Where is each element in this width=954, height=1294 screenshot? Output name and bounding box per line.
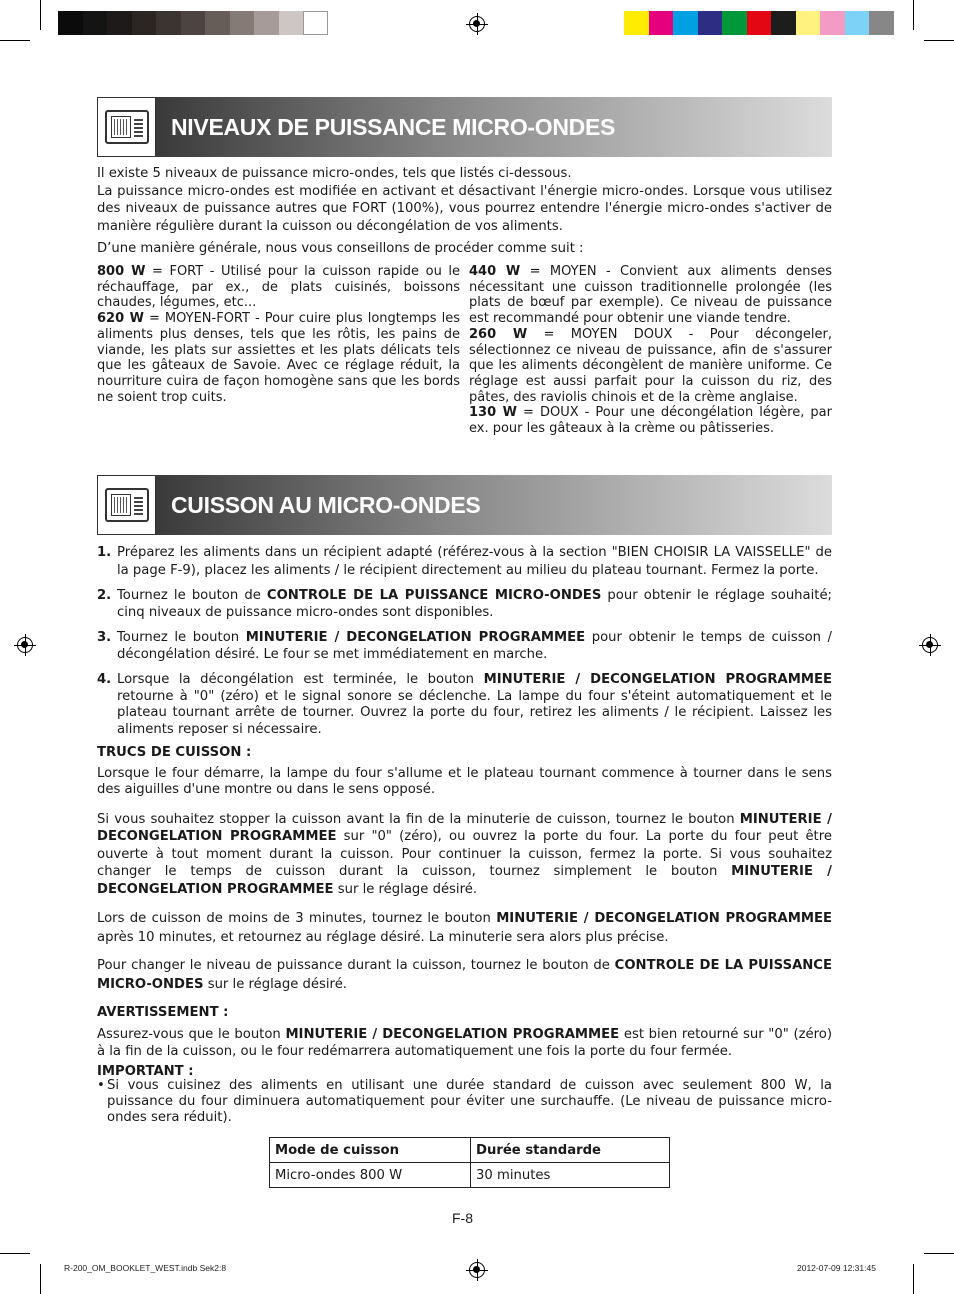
- page-number: F-8: [452, 1210, 473, 1226]
- registration-mark: [469, 1262, 485, 1278]
- registration-mark: [17, 637, 33, 653]
- section-title: CUISSON AU MICRO-ONDES: [171, 491, 481, 518]
- color-swatch: [796, 11, 821, 35]
- grayscale-color-bar: [58, 11, 328, 35]
- color-swatch: [205, 11, 230, 35]
- important-heading: IMPORTANT :: [97, 1063, 194, 1079]
- color-swatch: [820, 11, 845, 35]
- cooking-tips: TRUCS DE CUISSON : Lorsque le four démarre, la lampe du four s'allume et le plateau tournant commence à tourner dans le sens des aiguilles d'une montre ou dans le sens opposé. Si vous souhaitez stopper la cuisson avant la fin de la minuterie de cuisson, tournez le bouton MINUTERIE / DECONGELATION PROGRAMMEE sur "0" (zéro), ou ouvrez la porte du four. La porte du four peut être ouverte à tout moment durant la cuisson. Pour continuer la cuisson, fermez la porte. Si vous souhaitez changer le temps de cuisson durant la cuisson, tournez simplement le bouton MINUTERIE / DECONGELATION PROGRAMMEE sur le réglage désiré. Lors de cuisson de moins de 3 minutes, tournez le bouton MINUTERIE / DECONGELATION PROGRAMMEE après 10 minutes, et retournez au réglage désiré. La minuterie sera alors plus précise. Pour changer le niveau de puissance durant la cuisson, tournez le bouton de CONTROLE DE LA PUISSANCE MICRO-ONDES sur le réglage désiré. AVERTISSEMENT : Assurez-vous que le bouton MINUTERIE / DECONGELATION PROGRAMMEE est bien retourné sur "0" (zéro) à la fin de la cuisson, ou le four redémarrera automatiquement une fois la porte du four fermée. IMPORTANT :: [97, 745, 833, 1079]
- color-swatch: [83, 11, 108, 35]
- crop-mark: [0, 40, 30, 41]
- power-levels-left-column: [97, 264, 460, 405]
- crop-mark: [913, 0, 914, 30]
- color-swatch: [230, 11, 255, 35]
- crop-mark: [40, 1264, 41, 1294]
- color-swatch: [254, 11, 279, 35]
- power-level-item: 800 W = FORT - Utilisé pour la cuisson rapide ou le réchauffage, par ex., de plats cuisinés, boissons chaudes, légumes, etc...: [97, 264, 460, 311]
- cooking-steps: [97, 544, 832, 738]
- color-swatch: [771, 11, 796, 35]
- color-swatch: [279, 11, 304, 35]
- crop-mark: [40, 0, 41, 30]
- power-level-item: 620 W = MOYEN-FORT - Pour cuire plus longtemps les aliments plus denses, tels que les rôtis, les pains de viande, les plats sur assiettes et les plats délicats tels que les gâteaux de Savoie. Avec ce réglage réduit, la nourriture cuira de façon homogène sans que les bords ne soient trop cuits.: [97, 311, 460, 405]
- color-swatch: [156, 11, 181, 35]
- footer-timestamp: 2012-07-09 12:31:45: [797, 1263, 876, 1273]
- crop-mark: [924, 40, 954, 41]
- power-level-item: 440 W = MOYEN - Convient aux aliments denses nécessitant une cuisson traditionnelle prolongée (les plats de bœuf par exemple). Ce niveau de puissance est recommandé pour obtenir une viande tendre.: [469, 264, 832, 327]
- power-level-item: 260 W = MOYEN DOUX - Pour décongeler, sélectionnez ce niveau de puissance, afin de s'assurer que les aliments décongèlent de manière uniforme. Ce réglage est aussi parfait pour la cuisson du riz, des pâtes, des raviolis chinois et de la crème anglaise.: [469, 326, 832, 405]
- crop-mark: [0, 1253, 30, 1254]
- warning-heading: AVERTISSEMENT :: [97, 1005, 229, 1020]
- step-item: 2. Tournez le bouton de CONTROLE DE LA PUISSANCE MICRO-ONDES pour obtenir le réglage souhaité; cinq niveaux de puissance micro-ondes sont disponibles.: [97, 588, 833, 620]
- important-bullet-item: • Si vous cuisinez des aliments en utilisant une durée standard de cuisson avec seulement 800 W, la puissance du four diminuera automatiquement pour éviter une surchauffe. (Le niveau de puissance micro-ondes sera réduit).: [97, 1078, 832, 1125]
- color-swatch: [624, 11, 649, 35]
- color-swatch: [58, 11, 83, 35]
- registration-mark: [922, 637, 938, 653]
- table-row: Micro-ondes 800 W 30 minutes: [270, 1163, 670, 1188]
- section-banner: [97, 475, 832, 535]
- color-swatch: [698, 11, 723, 35]
- process-color-bar: [624, 11, 894, 35]
- section-title: NIVEAUX DE PUISSANCE MICRO-ONDES: [171, 113, 616, 140]
- tips-heading: TRUCS DE CUISSON :: [97, 745, 252, 760]
- power-levels-right-column: [469, 264, 832, 437]
- color-swatch: [869, 11, 894, 35]
- color-swatch: [747, 11, 772, 35]
- color-swatch: [673, 11, 698, 35]
- crop-mark: [913, 1264, 914, 1294]
- power-level-item: 130 W = DOUX - Pour une décongélation légère, par ex. pour les gâteaux à la crème ou pâtisseries.: [469, 405, 832, 437]
- microwave-icon: [97, 475, 156, 535]
- standard-time-table: [269, 1137, 670, 1188]
- color-swatch: [649, 11, 674, 35]
- color-swatch: [132, 11, 157, 35]
- intro-text: Il existe 5 niveaux de puissance micro-ondes, tels que listés ci-dessous. La puissance micro-ondes est modifiée en activant et désactivant l'énergie micro-ondes. Lorsque vous utilisez des niveaux de puissance autres que FORT (100%), vous pourrez entendre l'énergie micro-ondes s'activer de manière régulière durant la cuisson ou décongélation de vos aliments. D’une manière générale, nous vous conseillons de procéder comme suit :: [97, 166, 832, 256]
- microwave-icon: [97, 97, 156, 157]
- color-swatch: [107, 11, 132, 35]
- color-swatch: [181, 11, 206, 35]
- registration-mark: [469, 16, 485, 32]
- step-item: 4. Lorsque la décongélation est terminée, le bouton MINUTERIE / DECONGELATION PROGRAMMEE retourne à "0" (zéro) et le signal sonore se déclenche. La lampe du four s'éteint automatiquement et le plateau tournant arrête de tourner. Ouvrez la porte du four, retirez les aliments / le récipient. Laissez les aliments reposer si nécessaire.: [97, 672, 832, 737]
- color-swatch: [722, 11, 747, 35]
- color-swatch: [303, 11, 328, 35]
- step-item: 3. Tournez le bouton MINUTERIE / DECONGELATION PROGRAMMEE pour obtenir le temps de cuisson / décongélation désiré. Le four se met immédiatement en marche.: [97, 630, 833, 662]
- step-item: 1. Préparez les aliments dans un récipient adapté (référez-vous à la section "BIEN CHOISIR LA VAISSELLE" de la page F-9), placez les aliments / le récipient directement au milieu du plateau tournant. Fermez la porte.: [97, 545, 832, 578]
- crop-mark: [924, 1253, 954, 1254]
- color-swatch: [845, 11, 870, 35]
- table-header-row: Mode de cuisson Durée standarde: [270, 1138, 670, 1163]
- footer-filename: R-200_OM_BOOKLET_WEST.indb Sek2:8: [64, 1263, 227, 1273]
- section-banner: [97, 97, 832, 157]
